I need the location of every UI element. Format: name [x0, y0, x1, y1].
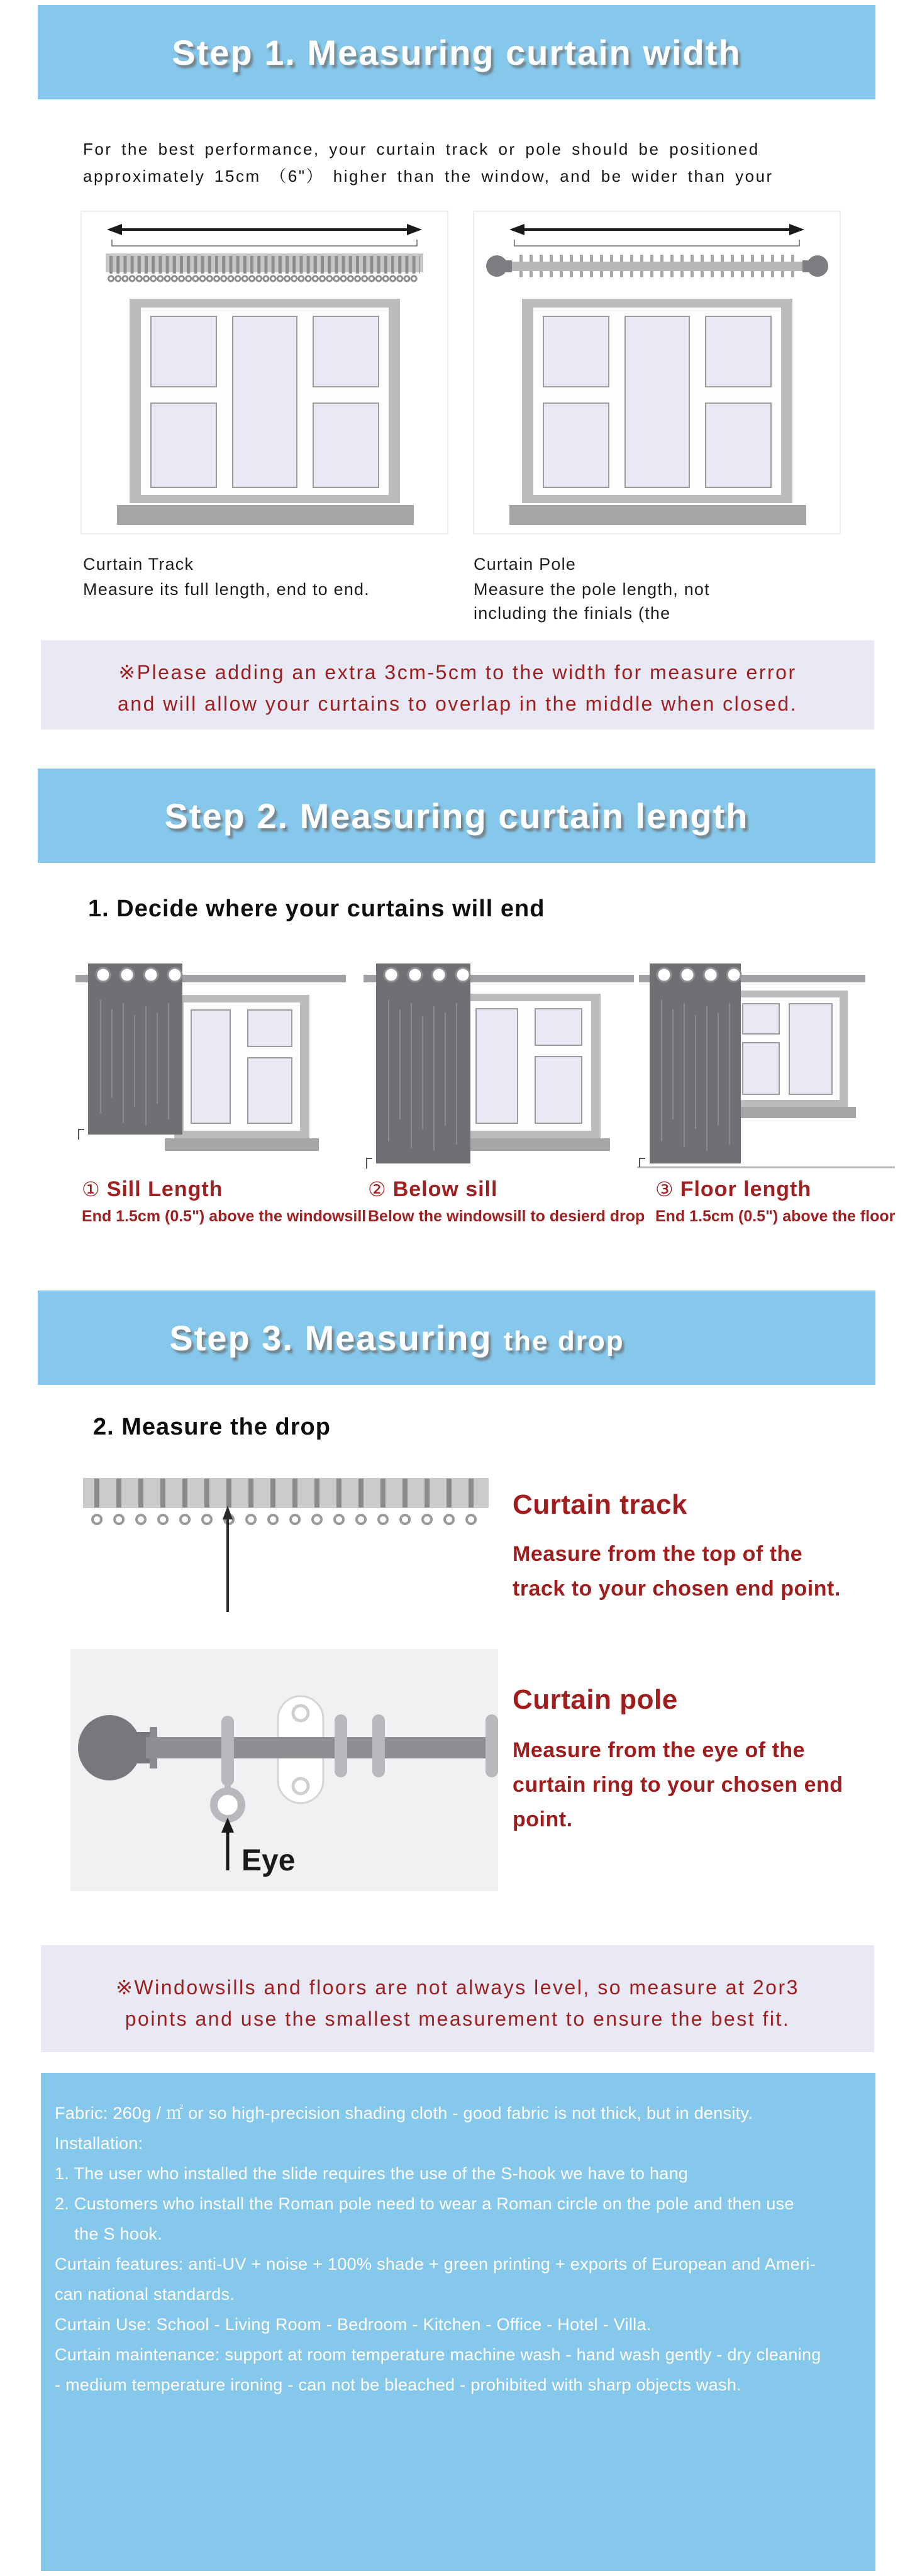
below-sill-illustration — [358, 956, 648, 1176]
pole-caption-title: Curtain Pole — [474, 555, 576, 574]
window-with-track-illustration — [80, 211, 448, 535]
intro-line-1: For the best performance, your curtain track or pole should be positioned — [83, 140, 760, 158]
curtain — [650, 963, 741, 1163]
track-body-line-1: Measure from the top of the — [513, 1542, 803, 1566]
window-with-pole-illustration — [473, 211, 841, 535]
track-closeup-body — [513, 1537, 841, 1606]
step3-banner-title: Step 3. Measuring — [169, 1318, 492, 1358]
step1-banner — [38, 5, 875, 99]
step3-banner — [38, 1291, 875, 1385]
option1-title: ① Sill Length — [82, 1177, 223, 1201]
level-note-line-1: ※Windowsills and floors are not always level, so measure at 2or3 — [116, 1976, 799, 1999]
pole-closeup-body — [513, 1733, 843, 1837]
track-closeup-title: Curtain track — [513, 1489, 687, 1520]
measure-tick — [79, 1130, 84, 1140]
step2-heading: 1. Decide where your curtains will end — [88, 896, 545, 922]
step3-heading: 2. Measure the drop — [93, 1414, 331, 1440]
width-note-line-1: ※Please adding an extra 3cm-5cm to the width for measure error — [118, 661, 797, 684]
pole-body-line-1: Measure from the eye of the — [513, 1738, 806, 1762]
measure-tick — [367, 1158, 372, 1169]
level-note-line-2: points and use the smallest measurement to ensure the best fit. — [125, 2007, 791, 2030]
width-note — [41, 640, 874, 730]
pole-caption-body-1: Measure the pole length, not — [474, 580, 710, 599]
footer-line: Curtain maintenance: support at room temperature machine wash - hand wash gently - dry cleaning — [55, 2345, 821, 2364]
footer-line: Installation: — [55, 2134, 143, 2153]
window-track-svg — [80, 211, 448, 535]
curtain — [376, 963, 470, 1163]
track-caption-title: Curtain Track — [83, 555, 194, 574]
step3-banner-text — [169, 1318, 624, 1358]
track-caption-body: Measure its full length, end to end. — [83, 580, 370, 599]
window-pole-svg — [473, 211, 841, 535]
option2-number: ② — [368, 1178, 387, 1201]
measure-tick — [640, 1158, 645, 1167]
eye-label: Eye — [241, 1844, 296, 1877]
option2-desc: Below the windowsill to desierd drop — [368, 1208, 645, 1225]
footer-line: Curtain features: anti-UV + noise + 100% shade + green printing + exports of European and Ameri- — [55, 2255, 816, 2273]
step2-banner-title: Step 2. Measuring curtain length — [164, 796, 749, 836]
sill-length-svg — [70, 956, 360, 1176]
footer-line: - medium temperature ironing - can not be bleached - prohibited with sharp objects wash. — [55, 2375, 741, 2394]
pole-bar — [146, 1737, 498, 1758]
track-closeup-svg — [70, 1470, 498, 1618]
footer-line: Fabric: 260g / ㎡ or so high-precision shading cloth - good fabric is not thick, but in density. — [55, 2104, 753, 2123]
option2-title: ② Below sill — [368, 1177, 498, 1201]
option3-title: ③ Floor length — [655, 1177, 812, 1201]
footer-line: 1. The user who installed the slide requires the use of the S-hook we have to hang — [55, 2164, 689, 2183]
step2-banner — [38, 769, 875, 863]
below-sill-svg — [358, 956, 648, 1176]
pole-closeup-illustration — [70, 1649, 498, 1891]
window-sill — [165, 1138, 319, 1151]
option1-number: ① — [82, 1178, 101, 1201]
footer-text-block — [41, 2073, 875, 2400]
footer-line: the S hook. — [55, 2224, 163, 2243]
pole-closeup-svg — [70, 1649, 498, 1891]
window — [130, 299, 400, 503]
track-closeup-illustration — [70, 1470, 498, 1618]
window-sill — [721, 1107, 856, 1118]
level-note — [41, 1945, 874, 2052]
window — [174, 995, 309, 1138]
pole-body-line-2: curtain ring to your chosen end — [513, 1773, 843, 1797]
footer-line: 2. Customers who install the Roman pole need to wear a Roman circle on the pole and then use — [55, 2194, 794, 2213]
floor-length-illustration — [634, 956, 898, 1176]
option1-desc: End 1.5cm (0.5") above the windowsill — [82, 1208, 367, 1225]
step1-banner-title: Step 1. Measuring curtain width — [172, 32, 741, 72]
window — [459, 994, 601, 1138]
sill-length-illustration — [70, 956, 360, 1176]
step3-banner-subtitle: the drop — [503, 1325, 624, 1357]
option3-desc: End 1.5cm (0.5") above the floor — [655, 1208, 896, 1225]
footer-line: Curtain Use: School - Living Room - Bedroom - Kitchen - Office - Hotel - Villa. — [55, 2315, 652, 2334]
width-note-line-2: and will allow your curtains to overlap in the middle when closed. — [117, 692, 798, 715]
pole-body-line-3: point. — [513, 1807, 573, 1831]
track-body-line-2: track to your chosen end point. — [513, 1577, 841, 1601]
finial-left — [486, 255, 508, 277]
option3-number: ③ — [655, 1178, 674, 1201]
finial-right — [807, 255, 828, 277]
footer-line: can national standards. — [55, 2285, 235, 2304]
window-sill — [117, 505, 414, 525]
product-info-footer — [41, 2073, 875, 2571]
pole-closeup-title: Curtain pole — [513, 1684, 678, 1715]
curtain — [88, 963, 182, 1135]
window — [728, 991, 848, 1107]
floor-length-svg — [634, 956, 898, 1176]
pole-caption-body-2: including the finials (the — [474, 604, 671, 623]
window-sill — [450, 1138, 610, 1151]
intro-line-2: approximately 15cm （6"） higher than the window, and be wider than your — [83, 167, 774, 186]
window-sill — [509, 505, 806, 525]
window — [522, 299, 792, 503]
